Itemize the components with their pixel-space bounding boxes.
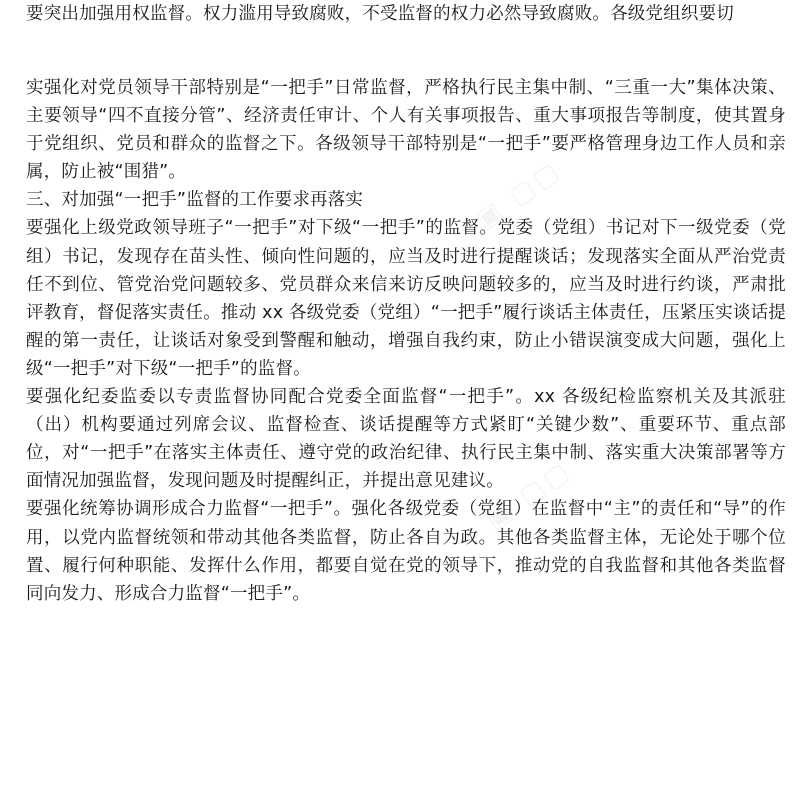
paragraph-supervision-daily: 实强化对党员领导干部特别是“一把手”日常监督，严格执行民主集中制、“三重一大”集体决策、主要领导“四不直接分管”、经济责任审计、个人有关事项报告、重大事项报告等制度，使其置身于党组织、党员和群众的监督之下。各级领导干部特别是“一把手”要严格管理身边工作人员和亲属，防止被“围猎”。 [26, 78, 786, 183]
paragraph-discipline-commission: 要强化纪委监委以专责监督协同配合党委全面监督“一把手”。xx 各级纪检监察机关及其派驻（出）机构要通过列席会议、监督检查、谈话提醒等方式紧盯“关键少数”、重要环节、重点部位，对“一把手”在落实主体责任、遵守党的政治纪律、执行民主集中制、落实重大决策部署等方面情况加强监督，发现问题及时提醒纠正，并提出意见建议。 [26, 387, 786, 492]
document-top-line: 要突出加强用权监督。权力滥用导致腐败，不受监督的权力必然导致腐败。各级党组织要切 [26, 4, 734, 24]
document-body [26, 74, 786, 608]
section-heading-three: 三、对加强“一把手”监督的工作要求再落实 [26, 190, 364, 211]
paragraph-superior-supervision: 要强化上级党政领导班子“一把手”对下级“一把手”的监督。党委（党组）书记对下一级党委（党组）书记，发现存在苗头性、倾向性问题的，应当及时进行提醒谈话；发现落实全面从严治党责任不到位、管党治党问题较多、党员群众来信来访反映问题较多的，应当及时进行约谈，严肃批评教育，督促落实责任。推动 xx 各级党委（党组）“一把手”履行谈话主体责任，压紧压实谈话提醒的第一责任，让谈话对象受到警醒和触动，增强自我约束，防止小错误演变成大问题，强化上级“一把手”对下级“一把手”的监督。 [26, 218, 786, 379]
paragraph-coordinated-supervision: 要强化统筹协调形成合力监督“一把手”。强化各级党委（党组）在监督中“主”的责任和“导”的作用，以党内监督统领和带动其他各类监督，防止各自为政。其他各类监督主体，无论处于哪个位置、履行何种职能、发挥什么作用，都要自觉在党的领导下，推动党的自我监督和其他各类监督同向发力、形成合力监督“一把手”。 [26, 499, 786, 604]
